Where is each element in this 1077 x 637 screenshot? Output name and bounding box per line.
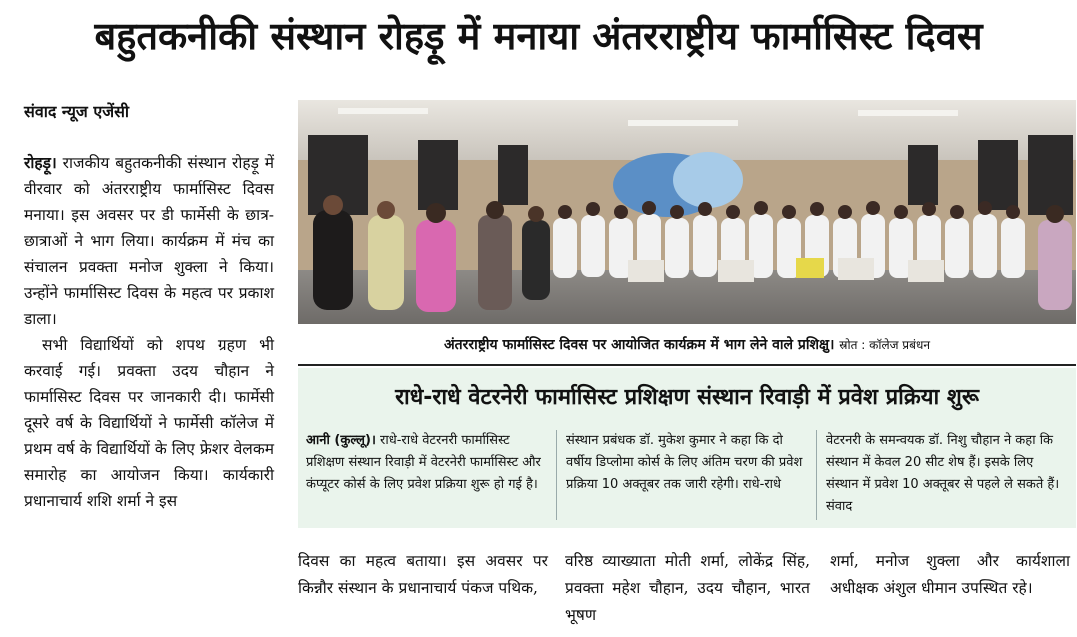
main-story-column-1 xyxy=(24,150,274,514)
box-story-column-3 xyxy=(826,430,1066,518)
main-story-cont-2: दिवस का महत्व बताया। इस अवसर पर किन्नौर संस्थान के प्रधानाचार्य पंकज पथिक, xyxy=(298,552,548,597)
box-col2-text: संस्थान प्रबंधक डॉ. मुकेश कुमार ने कहा कि दो वर्षीय डिप्लोमा कोर्स के लिए अंतिम चरण की प्रवेश प्रक्रिया 10 अक्तूबर तक जारी रहेगी। राधे-राधे xyxy=(566,433,803,492)
main-story-column-3 xyxy=(565,548,810,629)
main-story-column-2 xyxy=(298,548,548,602)
box-col1-text: राधे-राधे वेटरनरी फार्मासिस्ट प्रशिक्षण संस्थान रिवाड़ी में वेटरनेरी फार्मासिस्ट और कंप्यूटर कोर्स के लिए प्रवेश प्रक्रिया शुरू हो गई है। xyxy=(306,433,541,492)
main-story-cont-4: शर्मा, मनोज शुक्ला और कार्यशाला अधीक्षक अंशुल धीमान उपस्थित रहे। xyxy=(830,552,1070,597)
main-story-para-2: सभी विद्यार्थियों को शपथ ग्रहण भी करवाई गई। प्रवक्ता उदय चौहान ने फार्मासिस्ट दिवस पर जानकारी दी। फार्मेसी दूसरे वर्ष के विद्यार्थियों ने फार्मेसी कॉलेज में प्रथम वर्ष के विद्यार्थियों के लिए फ्रेशर वेलकम समारोह का आयोजन किया। कार्यकारी प्रधानाचार्य शशि शर्मा ने इस xyxy=(24,336,274,510)
event-photo xyxy=(298,100,1076,324)
box-story-column-2 xyxy=(566,430,806,496)
main-story-para-1 xyxy=(24,150,274,332)
photo-caption xyxy=(298,330,1076,366)
caption-text: अंतरराष्ट्रीय फार्मासिस्ट दिवस पर आयोजित कार्यक्रम में भाग लेने वाले प्रशिक्षु। xyxy=(443,337,835,353)
box-col3-text: वेटरनरी के समन्वयक डॉ. निशु चौहान ने कहा कि संस्थान में केवल 20 सीट शेष हैं। इसके लिए संस्थान में प्रवेश 10 अक्तूबर से पहले ले सकते हैं। संवाद xyxy=(826,433,1060,514)
column-divider xyxy=(556,430,557,520)
headline: बहुतकनीकी संस्थान रोहड़ू में मनाया अंतरराष्ट्रीय फार्मासिस्ट दिवस xyxy=(94,14,983,58)
box-story-column-1 xyxy=(306,430,546,496)
dateline: रोहड़ू। xyxy=(24,154,57,172)
box-story-title: राधे-राधे वेटरनेरी फार्मासिस्ट प्रशिक्षण संस्थान रिवाड़ी में प्रवेश प्रक्रिया शुरू xyxy=(395,385,979,410)
box-dateline: आनी (कुल्लू)। xyxy=(306,433,376,448)
byline: संवाद न्यूज एजेंसी xyxy=(24,102,130,121)
main-story-cont-3: वरिष्ठ व्याख्याता मोती शर्मा, लोकेंद्र सिंह, प्रवक्ता महेश चौहान, उदय चौहान, भारत भूषण xyxy=(565,552,810,624)
photo-source: स्रोत : कॉलेज प्रबंधन xyxy=(839,338,931,352)
main-story-text-1: राजकीय बहुतकनीकी संस्थान रोहड़ू में वीरवार को अंतरराष्ट्रीय फार्मासिस्ट दिवस मनाया। इस अवसर पर डी फार्मेसी के छात्र-छात्राओं ने भाग लिया। कार्यक्रम में मंच का संचालन प्रवक्ता मनोज शुक्ला ने किया। उन्होंने फार्मासिस्ट दिवस के महत्व पर प्रकाश डाला। xyxy=(24,154,274,328)
box-story xyxy=(298,368,1076,528)
group-photo-image xyxy=(298,100,1076,324)
column-divider xyxy=(816,430,817,520)
main-story-column-4 xyxy=(830,548,1070,602)
